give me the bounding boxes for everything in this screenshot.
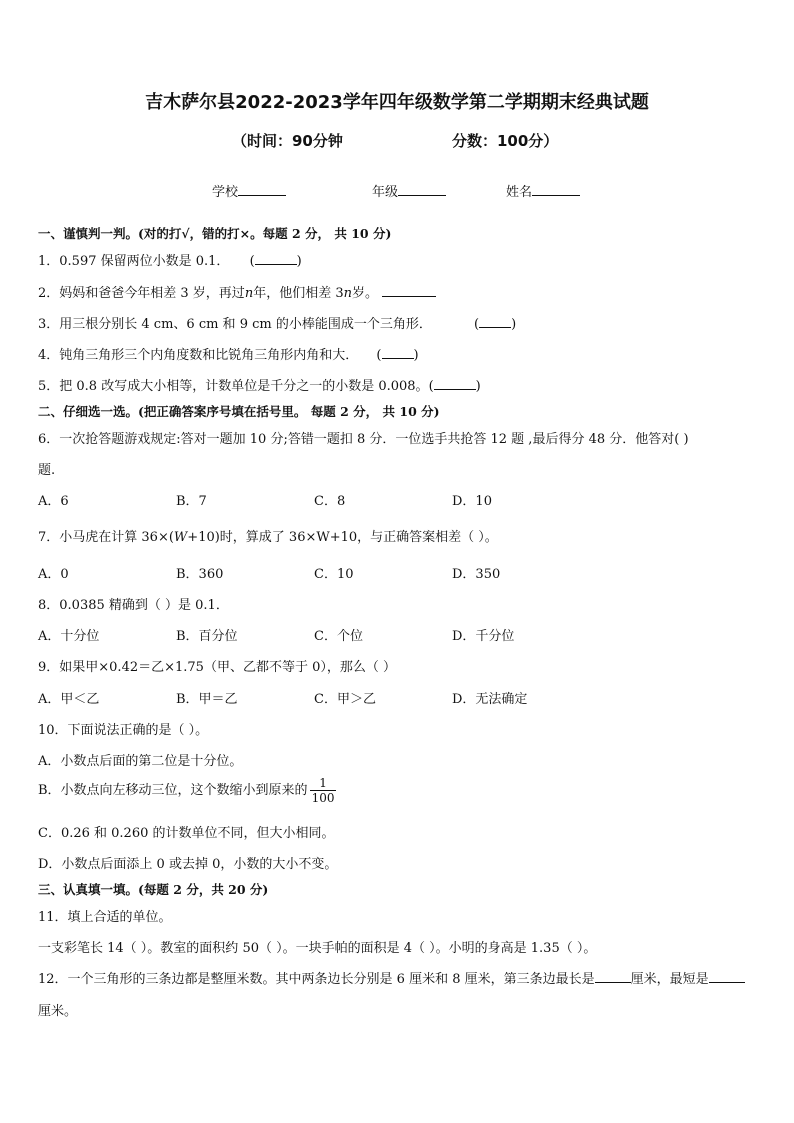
question-6-cont: 题. bbox=[38, 463, 56, 478]
fraction-one-hundredth: $\frac{1}{100}$ bbox=[311, 776, 335, 805]
q6-option-a[interactable]: A．6 bbox=[38, 494, 69, 509]
q9-option-d[interactable]: D．无法确定 bbox=[452, 692, 528, 707]
name-label: 姓名 bbox=[506, 185, 533, 200]
question-10: 10．下面说法正确的是（ ）。 bbox=[38, 723, 209, 738]
q6-option-c[interactable]: C．8 bbox=[314, 494, 346, 509]
name-blank[interactable] bbox=[532, 182, 580, 196]
q10-option-a[interactable]: A．小数点后面的第二位是十分位。 bbox=[38, 754, 243, 769]
school-field[interactable] bbox=[212, 181, 286, 200]
answer-blank-5[interactable] bbox=[434, 376, 476, 390]
answer-blank-1[interactable] bbox=[255, 251, 297, 265]
question-5: 5．把 0.8 改写成大小相等，计数单位是千分之一的小数是 0.008。( ) bbox=[38, 375, 481, 394]
school-label: 学校 bbox=[212, 185, 239, 200]
score-label: 分数：100分） bbox=[452, 132, 559, 150]
q10-option-c[interactable]: C．0.26 和 0.260 的计数单位不同，但大小相同。 bbox=[38, 826, 335, 841]
q9-option-a[interactable]: A．甲＜乙 bbox=[38, 692, 100, 707]
school-blank[interactable] bbox=[238, 182, 286, 196]
answer-blank-12b[interactable] bbox=[709, 969, 745, 983]
section3-header: 三、认真填一填。(每题 2 分，共 20 分) bbox=[38, 882, 269, 897]
q10-option-d[interactable]: D．小数点后面添上 0 或去掉 0，小数的大小不变。 bbox=[38, 857, 338, 872]
question-2: 2．妈妈和爸爸今年相差 3 岁，再过n年，他们相差 3n岁。 bbox=[38, 282, 436, 301]
grade-field[interactable] bbox=[372, 181, 446, 200]
time-label: （时间：90分钟 bbox=[232, 132, 343, 150]
page-title: 吉木萨尔县2022-2023学年四年级数学第二学期期末经典试题 bbox=[145, 92, 649, 113]
answer-blank-2[interactable] bbox=[382, 283, 436, 297]
grade-blank[interactable] bbox=[398, 182, 446, 196]
question-11-content: 一支彩笔长 14（ ）。教室的面积约 50（ ）。一块手帕的面积是 4（ ）。小明的身高是 1.35（ ）。 bbox=[38, 941, 597, 956]
question-9: 9．如果甲×0.42＝乙×1.75（甲、乙都不等于 0），那么（ ） bbox=[38, 660, 396, 675]
answer-blank-3[interactable] bbox=[479, 314, 511, 328]
answer-blank-4[interactable] bbox=[382, 345, 414, 359]
q8-option-b[interactable]: B．百分位 bbox=[176, 629, 238, 644]
question-8: 8．0.0385 精确到（ ）是 0.1． bbox=[38, 598, 229, 613]
q10-option-b[interactable]: B．小数点向左移动三位，这个数缩小到原来的 $\frac{1}{100}$ bbox=[38, 776, 335, 805]
q8-option-c[interactable]: C．个位 bbox=[314, 629, 363, 644]
question-7: 7．小马虎在计算 36×(W+10)时，算成了 36×W+10，与正确答案相差（ ）。 bbox=[38, 530, 498, 545]
question-1: 1．0.597 保留两位小数是 0.1． ( ) bbox=[38, 250, 302, 269]
question-12: 12．一个三角形的三条边都是整厘米数。其中两条边长分别是 6 厘米和 8 厘米，第三条边最长是 厘米，最短是 bbox=[38, 968, 745, 987]
name-field[interactable] bbox=[506, 181, 580, 200]
answer-blank-12a[interactable] bbox=[595, 969, 631, 983]
question-11: 11．填上合适的单位。 bbox=[38, 910, 172, 925]
question-3: 3．用三根分别长 4 cm、6 cm 和 9 cm 的小棒能围成一个三角形． ( ) bbox=[38, 313, 516, 332]
grade-label: 年级 bbox=[372, 185, 399, 200]
section1-header: 一、谨慎判一判。(对的打√，错的打×。每题 2 分， 共 10 分) bbox=[38, 226, 392, 241]
question-6: 6．一次抢答题游戏规定:答对一题加 10 分;答错一题扣 8 分．一位选手共抢答 12 题 ,最后得分 48 分．他答对( ) bbox=[38, 432, 689, 447]
q7-option-b[interactable]: B．360 bbox=[176, 567, 224, 582]
q6-option-d[interactable]: D．10 bbox=[452, 494, 492, 509]
q8-option-a[interactable]: A．十分位 bbox=[38, 629, 100, 644]
q7-option-c[interactable]: C．10 bbox=[314, 567, 354, 582]
section2-header: 二、仔细选一选。(把正确答案序号填在括号里。 每题 2 分， 共 10 分) bbox=[38, 404, 440, 419]
question-12-cont: 厘米。 bbox=[38, 1004, 78, 1019]
q6-option-b[interactable]: B．7 bbox=[176, 494, 207, 509]
q9-option-b[interactable]: B．甲＝乙 bbox=[176, 692, 238, 707]
q7-option-d[interactable]: D．350 bbox=[452, 567, 501, 582]
q9-option-c[interactable]: C．甲＞乙 bbox=[314, 692, 376, 707]
q7-option-a[interactable]: A．0 bbox=[38, 567, 69, 582]
q8-option-d[interactable]: D．千分位 bbox=[452, 629, 515, 644]
question-4: 4．钝角三角形三个内角度数和比锐角三角形内角和大． ( ) bbox=[38, 344, 419, 363]
